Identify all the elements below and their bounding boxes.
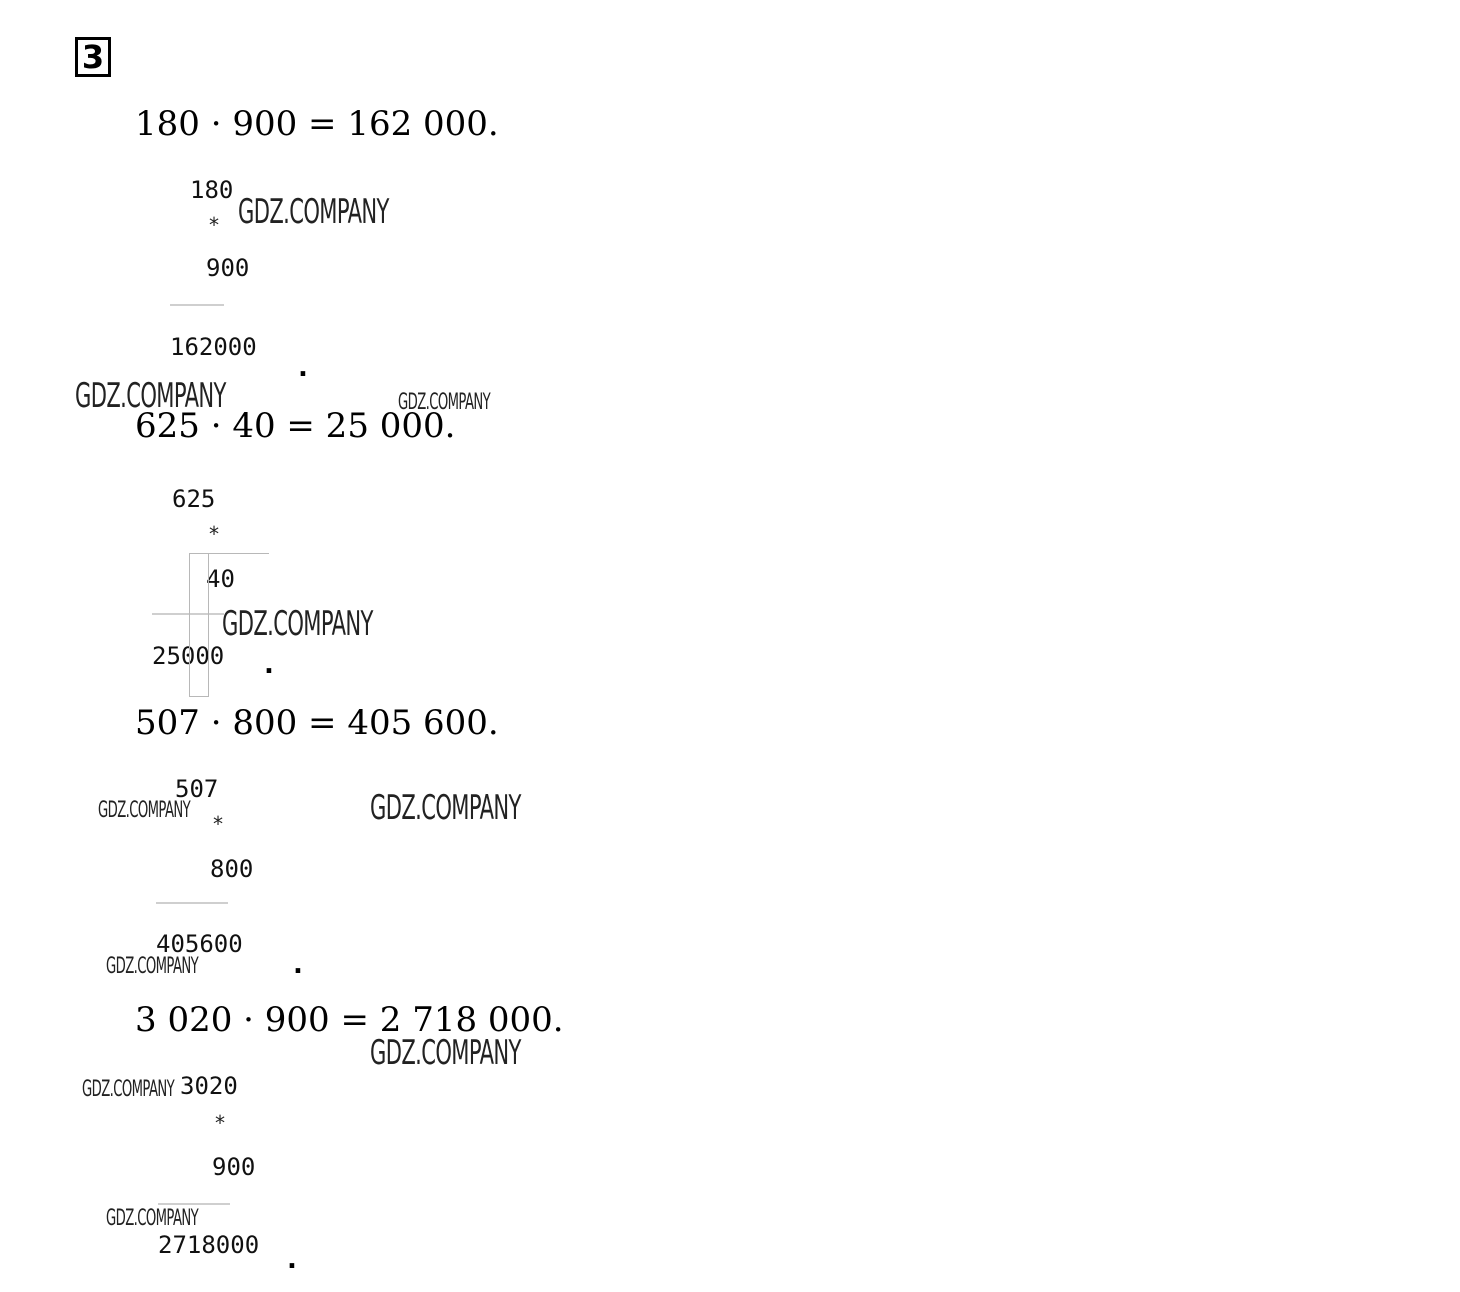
multiplicand-3: 507 [175, 775, 219, 803]
period-3: . [293, 950, 303, 980]
watermark: GDZ.COMPANY [398, 390, 491, 415]
result-line-4 [158, 1203, 230, 1205]
multiplicand-2: 625 [172, 485, 216, 513]
product-2: 25000 [152, 642, 225, 670]
multiply-sign-2: * [208, 522, 221, 546]
multiply-sign-1: * [208, 213, 221, 237]
result-line-3 [156, 902, 228, 904]
result-line-1 [170, 304, 224, 306]
watermark: GDZ.COMPANY [370, 1033, 521, 1073]
multiplier-3: 800 [210, 855, 254, 883]
multiplier-4: 900 [212, 1153, 256, 1181]
watermark: GDZ.COMPANY [106, 1206, 199, 1231]
multiplier-1: 900 [206, 254, 250, 282]
multiply-sign-4: * [214, 1111, 227, 1135]
equation-2: 625 · 40 = 25 000. [135, 406, 456, 446]
equation-4: 3 020 · 900 = 2 718 000. [135, 1000, 564, 1040]
watermark: GDZ.COMPANY [98, 798, 191, 823]
multiply-sign-3: * [212, 812, 225, 836]
multiplicand-4: 3020 [180, 1072, 238, 1100]
result-line-2 [152, 613, 224, 615]
period-4: . [287, 1245, 297, 1275]
watermark: GDZ.COMPANY [222, 604, 373, 644]
watermark: GDZ.COMPANY [238, 192, 389, 232]
watermark: GDZ.COMPANY [106, 954, 199, 979]
product-4: 2718000 [158, 1231, 260, 1259]
period-2: . [264, 650, 274, 680]
watermark: GDZ.COMPANY [370, 788, 521, 828]
task-number: 3 [75, 37, 111, 77]
watermark: GDZ.COMPANY [75, 376, 226, 416]
watermark: GDZ.COMPANY [82, 1077, 175, 1102]
stamp-mark-top [189, 553, 269, 554]
period-1: . [298, 353, 308, 383]
product-3: 405600 [156, 930, 243, 958]
multiplicand-1: 180 [190, 176, 234, 204]
stamp-mark [189, 553, 209, 697]
equation-1: 180 · 900 = 162 000. [135, 104, 499, 144]
equation-3: 507 · 800 = 405 600. [135, 703, 499, 743]
product-1: 162000 [170, 333, 257, 361]
multiplier-2: 40 [206, 565, 235, 593]
